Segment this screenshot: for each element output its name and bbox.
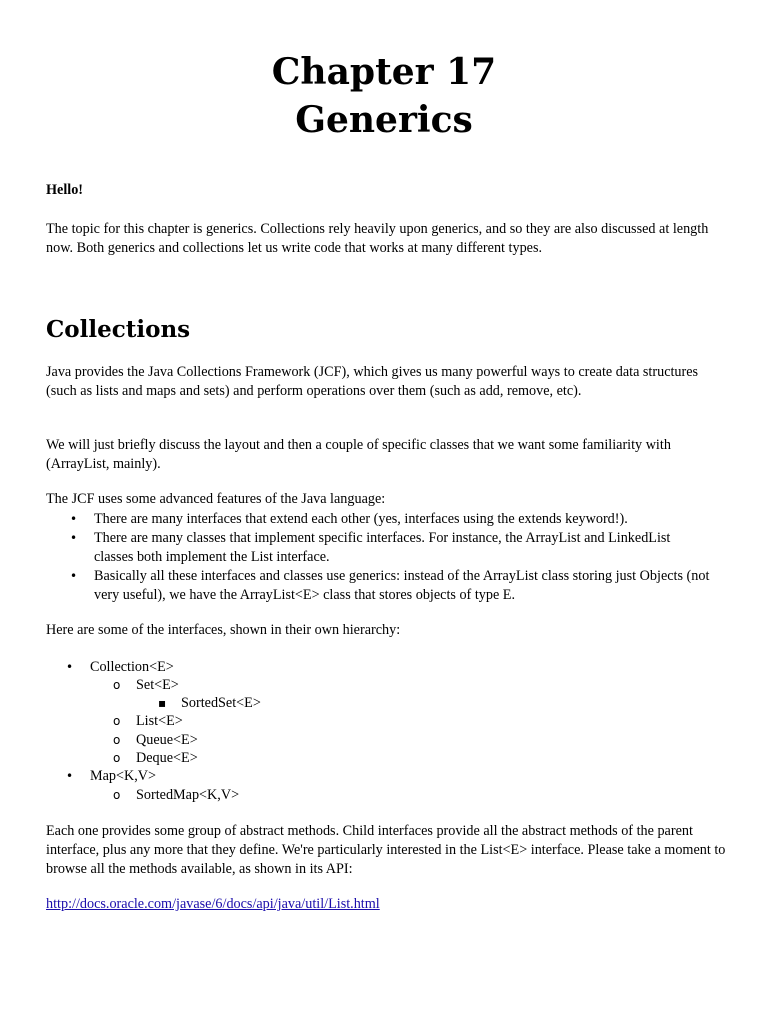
section-heading-collections: Collections xyxy=(46,316,191,343)
hierarchy-item-set: Set<E> xyxy=(136,677,179,693)
bullet-circle-icon: o xyxy=(113,678,121,692)
chapter-title: Chapter 17 xyxy=(271,51,497,93)
bullet-item: There are many classes that implement specific interfaces. For instance, the ArrayList and LinkedList classes both implement the List interface. xyxy=(94,530,671,565)
hierarchy-intro: Here are some of the interfaces, shown in their own hierarchy: xyxy=(46,622,401,638)
collections-paragraph-2: We will just briefly discuss the layout and then a couple of specific classes that we want some familiarity with (ArrayList, mainly). xyxy=(46,437,671,472)
bullet-circle-icon: o xyxy=(113,733,121,747)
bullet-item: Basically all these interfaces and classes use generics: instead of the ArrayList class storing just Objects (not very useful), we have the ArrayList<E> class that stores objects of type E. xyxy=(94,568,710,603)
collections-paragraph-3: The JCF uses some advanced features of the Java language: xyxy=(46,491,386,507)
hierarchy-item-collection: Collection<E> xyxy=(90,659,174,675)
hierarchy-item-sortedset: SortedSet<E> xyxy=(181,695,261,711)
hierarchy-item-sortedmap: SortedMap<K,V> xyxy=(136,787,240,803)
hierarchy-item-queue: Queue<E> xyxy=(136,732,198,748)
bullet-disc-icon: • xyxy=(66,769,74,783)
hierarchy-item-map: Map<K,V> xyxy=(90,768,157,784)
intro-paragraph: The topic for this chapter is generics. Collections rely heavily upon generics, and so they are also discussed at length now. Both generics and collections let us write code that works at many different types. xyxy=(46,221,709,256)
collections-paragraph-1: Java provides the Java Collections Framework (JCF), which gives us many powerful ways to create data structures (such as lists and maps and sets) and perform operations over them (such as add, remove, etc). xyxy=(46,364,699,399)
bullet-disc-icon: • xyxy=(70,531,78,545)
bullet-item: There are many interfaces that extend each other (yes, interfaces using the extends keyword!). xyxy=(94,511,628,527)
bullet-circle-icon: o xyxy=(113,751,121,765)
api-link[interactable]: http://docs.oracle.com/javase/6/docs/api/java/util/List.html xyxy=(46,896,380,912)
hierarchy-item-list: List<E> xyxy=(136,713,183,729)
chapter-subtitle: Generics xyxy=(295,99,473,141)
bullet-circle-icon: o xyxy=(113,788,121,802)
bullet-disc-icon: • xyxy=(66,660,74,674)
bullet-circle-icon: o xyxy=(113,714,121,728)
hierarchy-item-deque: Deque<E> xyxy=(136,750,198,766)
collections-paragraph-4: Each one provides some group of abstract methods. Child interfaces provide all the abstract methods of the parent interface, plus any more that they define. We're particularly interested in the List<E> interface. Please take a moment to browse all the methods available, as shown in its API: xyxy=(46,823,726,877)
greeting: Hello! xyxy=(46,182,84,198)
bullet-disc-icon: • xyxy=(70,512,78,526)
bullet-square-icon: ▪ xyxy=(158,696,167,710)
bullet-disc-icon: • xyxy=(70,569,78,583)
